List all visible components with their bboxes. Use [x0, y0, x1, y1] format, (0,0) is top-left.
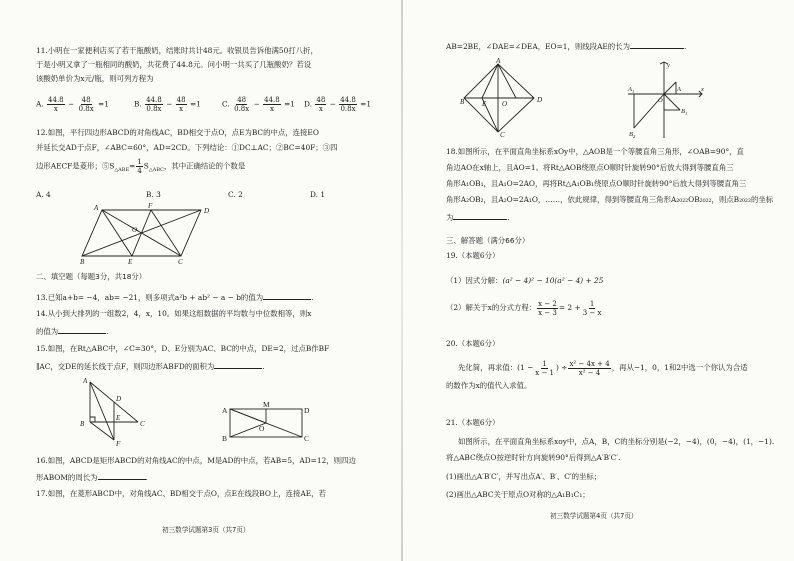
q12-option-d: D. 1 — [310, 190, 326, 199]
fig12-label-a: A — [94, 204, 99, 212]
q11-line3: 该酸奶单价为x元/瓶，则可列方程为 — [36, 74, 154, 83]
fig16-label-m: M — [263, 400, 270, 409]
right-page-footer: 初三数学试题第4页（共7页） — [550, 512, 638, 520]
q19-part2: （2）解关于x的分式方程： $\frac{x - 2}{x - 3}$ = 2 + $\frac{1}{3 - x}$ — [446, 299, 602, 317]
q16-line1: 16.如图，ABCD是矩形ABCD的对角线AC的中点，M是AD的中点，若AB=5，AD=12，则四边 — [36, 456, 356, 465]
figure-coordinate-triangles — [624, 58, 708, 142]
figure-right-triangle — [78, 374, 148, 448]
q17-line1: 17.如图，在菱形ABCD中，对角线AC、BD相交于点O，点E在线段BO上，连接AE，若 — [36, 489, 326, 498]
fig15-label-a: A — [83, 377, 88, 385]
fig18-label-b1: $B_1$ — [681, 108, 688, 116]
fig17-label-e: E — [482, 100, 487, 108]
q21-line1: 如图所示，在平面直角坐标系xoy中，点A，B，C的坐标分别是(−2，−4)，(0，−4)，(1，−1). — [458, 437, 775, 446]
q12-option-a: A. 4 — [36, 190, 51, 199]
q19-part1: （1）因式分解：(a² − 4)² − 10(a² − 4) + 25 — [446, 276, 604, 285]
fig17-label-c: C — [500, 131, 505, 138]
q11-line1: 11.小明在一家便利店买了若干瓶酸奶，结账时共计48元。收银员告诉他满50打八折， — [36, 46, 318, 55]
q11-option-c: C. $\frac{48}{0.8x}$ − $\frac{44.8}{x}$ =1 — [222, 96, 295, 113]
fig17-label-b: B — [460, 98, 465, 106]
fig15-label-d: D — [116, 395, 122, 403]
fig18-label-a: A — [677, 86, 681, 93]
fig17-label-a: A — [496, 58, 501, 65]
q14-answer-blank[interactable] — [58, 325, 106, 334]
fig12-label-d: D — [204, 207, 210, 215]
fig15-label-c: C — [140, 420, 145, 428]
q16-answer-blank[interactable] — [98, 471, 146, 480]
q18-line4: 角形A₂OB₂，且A₂O=2A₁O，……，依此规律，得到等腰直角三角形A₂₀₂₂OB₂₀₂₂，则点B₂₀₂₂的坐标 — [446, 195, 774, 204]
fig12-label-e: E — [128, 258, 133, 264]
q11-option-a: A. $\frac{44.8}{x}$ − $\frac{48}{0.8x}$ =1 — [36, 96, 109, 113]
q11-option-d: D. $\frac{48}{x}$ − $\frac{44.8}{0.8x}$ =1 — [304, 96, 372, 113]
figure-rhombus — [460, 58, 552, 138]
fig18-label-a1: $A_1$ — [628, 86, 635, 94]
figure-parallelogram — [80, 202, 220, 264]
q15-line2: ∥AC，交DE的延长线于点F，则四边形ABFD的面积为 . — [36, 362, 265, 371]
q19-title: 19.（本题6分） — [446, 251, 500, 260]
q17-answer-blank[interactable] — [630, 40, 684, 49]
q20-line2: 的数作为x的值代入求值。 — [446, 381, 532, 390]
q21-title: 21.（本题6分） — [446, 418, 500, 427]
q18-line3: 角形A₁OB₁，且A₁O=2AO，再将Rt△A₁OB₁绕原点O顺时针旋转90°后放大得到等腰直角三 — [446, 179, 747, 188]
fig18-label-x: x — [701, 86, 704, 93]
fig15-label-b: B — [80, 420, 85, 428]
q11-option-b: B. $\frac{44.8}{0.8x}$ − $\frac{48}{x}$ =1 — [134, 96, 201, 113]
fig18-label-b2: $B_2$ — [629, 131, 636, 139]
q20-title: 20.（本题6分） — [446, 339, 500, 348]
fig17-label-o: O — [502, 100, 508, 108]
left-page-footer: 初三数学试题第3页（共7页） — [162, 526, 250, 534]
q11-line2: 于是小明又拿了一瓶相同的酸奶，共花费了44.8元。问小明一共买了几瓶酸奶？若设 — [36, 60, 312, 69]
q13: 13.已知a+b= −4，ab= −21，则多项式a²b + ab² − a − b的值为 . — [36, 293, 314, 302]
fig16-label-b: B — [222, 434, 228, 443]
fig16-label-c: C — [304, 434, 310, 443]
section-2-heading: 二、填空题（每题3分，共18分） — [36, 272, 147, 281]
fig12-label-o: O — [132, 226, 138, 234]
fig12-label-f: F — [148, 202, 153, 210]
fig18-label-o: O — [658, 97, 663, 104]
q16-line2: 形ABOM的周长为 . — [36, 473, 148, 482]
q15-answer-blank[interactable] — [214, 360, 262, 369]
q12-option-c: C. 2 — [228, 190, 243, 199]
q21-line2: 将△ABC绕点O按逆时针方向旋转90°后得到△A′B′C′. — [446, 453, 621, 462]
section-3-heading: 三、解答题（满分66分） — [446, 236, 530, 245]
fig18-label-y: y — [667, 62, 670, 69]
q21-line3: (1)画出△A′B′C′，并写出点A′、B′、C′的坐标； — [446, 472, 602, 481]
q12-line3: 边形AECF是菱形；$⑤S_{\triangle ABE}=$ $\frac{1}{4}$ $S_{\triangle ABC}$，其中正确结论的个数是 — [36, 158, 246, 175]
q18-line2: 角边AO在x轴上，且AO=1。将Rt△AOB绕原点O顺时针旋转90°后放大得到等腰直角三 — [446, 163, 734, 172]
q17-line2: AB=2BE，∠DAE=∠DEA，EO=1，则线段AE的长为 . — [446, 42, 687, 51]
q15-line1: 15.如图，在Rt△ABC中，∠C=30°，D、E分别为AC、BC的中点，DE=2，过点B作BF — [36, 344, 330, 353]
fig15-label-e: E — [116, 414, 121, 422]
q14-line2: 的值为 . — [36, 327, 109, 336]
right-page — [402, 0, 794, 561]
fig16-label-a: A — [222, 406, 228, 415]
q13-answer-blank[interactable] — [263, 291, 311, 300]
q21-line4: (2)画出△ABC关于原点O对称的△A₁B₁C₁； — [446, 490, 590, 499]
q18-line1: 18.如图所示，在平面直角坐标系xOy中，△AOB是一个等腰直角三角形，∠OAB=90°，直 — [446, 147, 744, 156]
q12-line2: 并延长交AD于点F，∠ABC=60°，AD=2CD。下列结论：①DC⊥AC；②BC=40F；③四 — [36, 143, 338, 152]
q14-line1: 14.从小到大排列的一组数2，4，x，10。如果这组数据的平均数与中位数相等，则x — [36, 309, 312, 318]
q12-option-b: B. 3 — [146, 190, 161, 199]
q18-answer-blank[interactable] — [453, 211, 507, 220]
q18-line5: 为 . — [446, 213, 510, 222]
q20-line1: 先化简，再求值：(1 − $\frac{1}{x - 1}$ ) ÷ $\frac{\text{x² − 4x + 4}}{\text{x² − 4}}$ ，再从−1，0，1和2中选一个你认为合适 — [458, 359, 748, 377]
fig12-label-b: B — [80, 258, 85, 264]
fig12-label-c: C — [178, 258, 183, 264]
figure-rectangle — [218, 397, 310, 447]
q12-line1: 12.如图，平行四边形ABCD的对角线AC，BD相交于点O，点E为BC的中点，连接EO — [36, 128, 319, 137]
fig16-label-o: O — [259, 424, 265, 433]
fig15-label-f: F — [116, 440, 121, 448]
fig16-label-d: D — [304, 406, 310, 415]
fig17-label-d: D — [537, 96, 543, 104]
